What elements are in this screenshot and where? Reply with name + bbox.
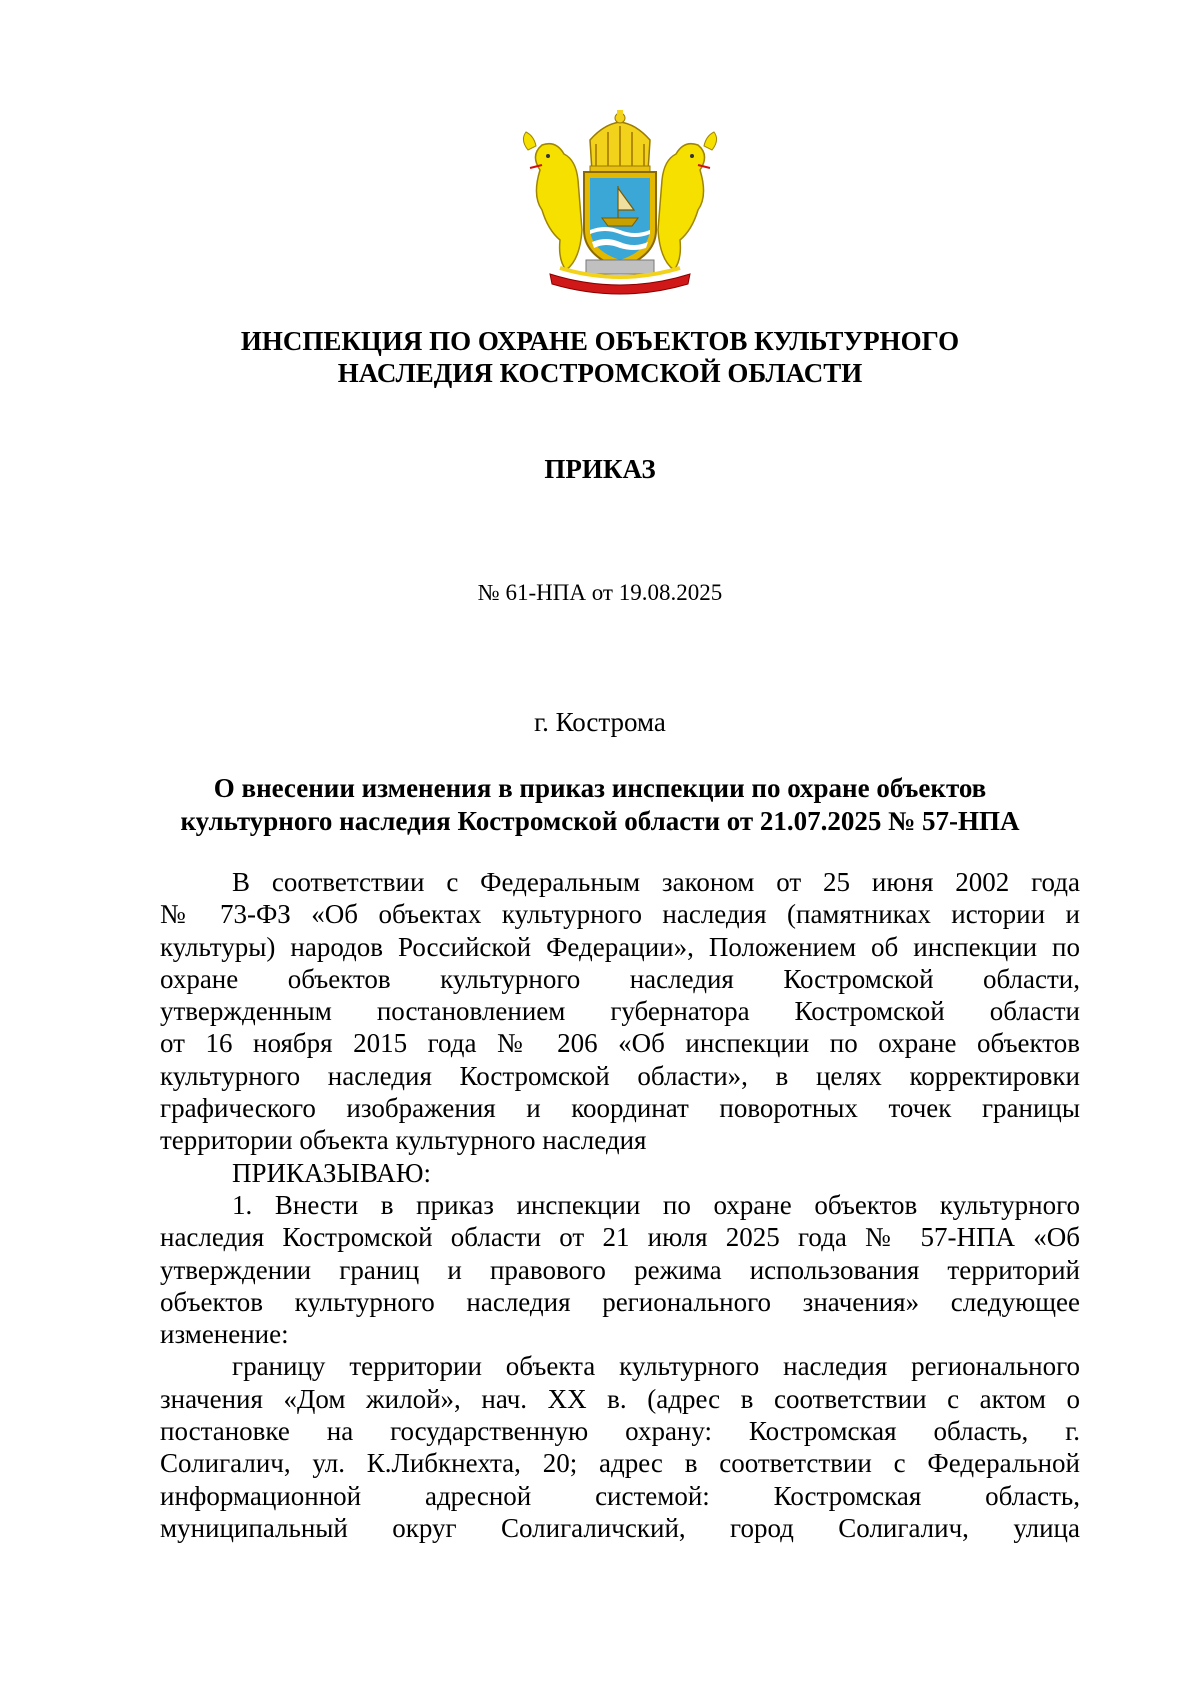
body-line: культуры) народов Российской Федерации», Положением об инспекции по [160, 931, 1080, 962]
body-line: 1. Внести в приказ инспекции по охране объектов культурного [232, 1189, 1080, 1220]
order-keyword: ПРИКАЗЫВАЮ: [232, 1157, 431, 1188]
document-number-date: № 61-НПА от 19.08.2025 [477, 580, 723, 605]
body-line: культурного наследия Костромской области», в целях корректировки [160, 1060, 1080, 1091]
body-line: наследия Костромской области от 21 июля 2025 года № 57-НПА «Об [160, 1222, 1080, 1253]
body-line: В соответствии с Федеральным законом от 25 июня 2002 года [232, 867, 1080, 897]
document-subject [160, 772, 1040, 838]
document-type: ПРИКАЗ [544, 454, 656, 484]
document-body [160, 866, 1080, 1544]
organization-name-line-2: НАСЛЕДИЯ КОСТРОМСКОЙ ОБЛАСТИ [337, 358, 863, 388]
body-line: муниципальный округ Солигаличский, город Солигалич, улица [160, 1512, 1080, 1543]
body-line: объектов культурного наследия регионального значения» следующее [160, 1286, 1080, 1317]
body-line: Солигалич, ул. К.Либкнехта, 20; адрес в соответствии с Федеральной [160, 1448, 1080, 1479]
body-line: территории объекта культурного наследия [160, 1125, 647, 1156]
body-line: утверждении границ и правового режима использования территорий [160, 1254, 1080, 1285]
body-line: утвержденным постановлением губернатора Костромской области [160, 996, 1080, 1027]
crown-icon [590, 110, 650, 174]
document-city: г. Кострома [534, 707, 666, 737]
body-line: охране объектов культурного наследия Костромской области, [160, 963, 1080, 994]
body-line: постановке на государственную охрану: Костромская область, г. [160, 1416, 1080, 1447]
body-line: границу территории объекта культурного наследия регионального [232, 1351, 1080, 1382]
body-line: изменение: [160, 1319, 289, 1350]
left-lion-supporter-icon [523, 132, 582, 270]
body-line: информационной адресной системой: Костромская область, [160, 1480, 1080, 1511]
body-line: значения «Дом жилой», нач. XX в. (адрес в соответствии с актом о [160, 1383, 1080, 1414]
body-line: от 16 ноября 2015 года № 206 «Об инспекции по охране объектов [160, 1028, 1080, 1059]
body-line: № 73-ФЗ «Об объектах культурного наследия (памятниках истории и [160, 899, 1080, 930]
right-lion-supporter-icon [658, 132, 717, 270]
subject-line-1: О внесении изменения в приказ инспекции по охране объектов [213, 773, 987, 803]
coat-of-arms-emblem [520, 110, 720, 300]
organization-name [160, 325, 1040, 389]
body-line: графического изображения и координат поворотных точек границы [160, 1093, 1080, 1124]
shield-icon [584, 172, 656, 268]
organization-name-line-1: ИНСПЕКЦИЯ ПО ОХРАНЕ ОБЪЕКТОВ КУЛЬТУРНОГО [240, 326, 960, 356]
subject-line-2: культурного наследия Костромской области от 21.07.2025 № 57-НПА [180, 806, 1020, 836]
